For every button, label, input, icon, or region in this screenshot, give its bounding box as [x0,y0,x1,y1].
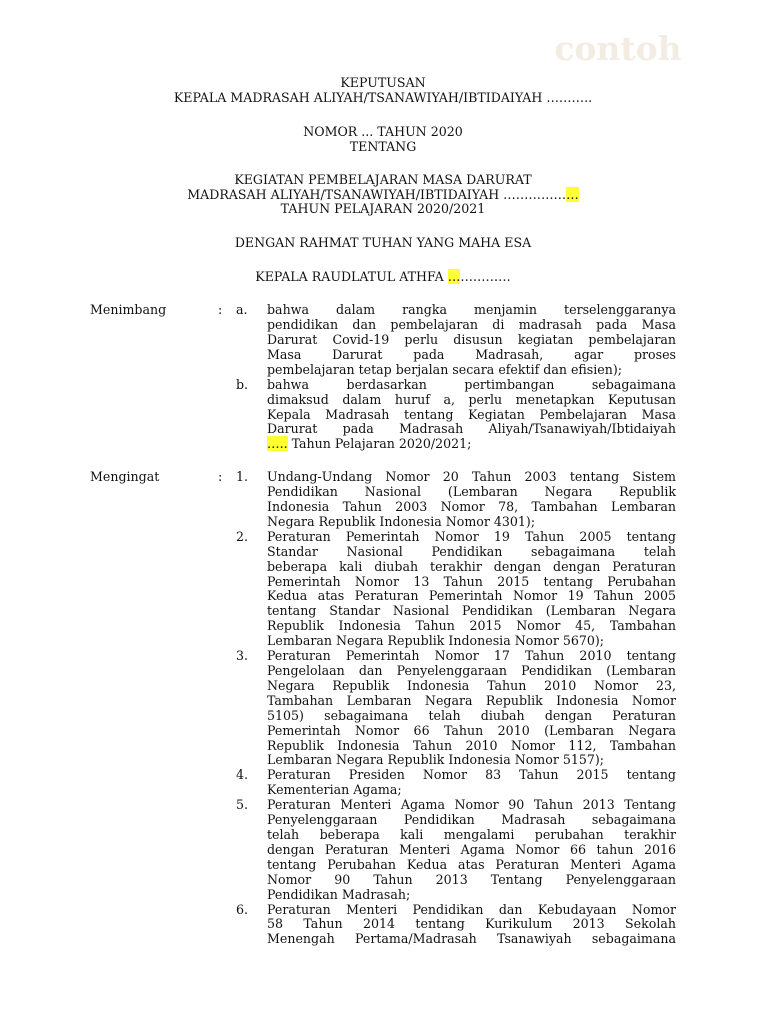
menimbang-item-text [267,303,676,378]
mengingat-item-line: Republik Indonesia Tahun 2015 Nomor 45, Tambahan [267,618,676,634]
menimbang-colon: : [218,302,223,318]
mengingat-item-line: Nomor 90 Tahun 2013 Tentang Penyelenggaraan [267,871,676,887]
menimbang-item-line [267,437,676,452]
topic-line-2-highlight: … [566,186,579,202]
mengingat-item-line: Penyelenggaraan Pendidikan Madrasah sebagaimana [267,812,676,828]
mengingat-item-marker: 1. [236,469,249,485]
mengingat-item-text [267,649,676,768]
menimbang-item-line: pendidikan dan pembelajaran di madrasah pada Masa [267,317,676,333]
mengingat-item [236,530,676,649]
mengingat-label: Mengingat [90,469,160,485]
menimbang-list [236,303,676,452]
mengingat-item-line: Standar Nasional Pendidikan sebagaimana telah [267,543,676,559]
mengingat-item-marker: 6. [236,901,249,917]
mengingat-item-line: Kedua atas Peraturan Pemerintah Nomor 19 Tahun 2005 [267,588,676,604]
menimbang-item-marker: a. [236,302,248,318]
document-page [90,76,676,947]
mengingat-item-line: 5105) sebagaimana telah diubah dengan Peraturan [267,707,676,723]
mengingat-item-line: Pemerintah Nomor 13 Tahun 2015 tentang Perubahan [267,573,676,589]
mengingat-item-line: dengan Peraturan Menteri Agama Nomor 66 tahun 2016 [267,841,676,857]
mengingat-item-line: Kementerian Agama; [267,782,402,798]
menimbang-item-line: Darurat Covid-19 perlu disusun kegiatan pembelajaran [267,331,676,347]
mengingat-item-text [267,768,676,798]
menimbang-item-line: Kepala Madrasah tentang Kegiatan Pembelajaran Masa [267,406,676,422]
mengingat-item-text [267,530,676,649]
mengingat-section [90,470,676,947]
mengingat-item-line: 58 Tahun 2014 tentang Kurikulum 2013 Sekolah [267,916,676,932]
topic-line-2-text: MADRASAH ALIYAH/TSANAWIYAH/IBTIDAIYAH …………… [187,186,567,202]
mengingat-item-marker: 3. [236,648,249,664]
mengingat-item-line: tentang Perubahan Kedua atas Peraturan Menteri Agama [267,856,676,872]
menimbang-item-line: pembelajaran tetap berjalan secara efektif dan efisien); [267,361,623,377]
mengingat-item-line: Pendidikan Nasional (Lembaran Negara Republik [267,484,676,500]
mengingat-item-line: Negara Republik Indonesia Tahun 2010 Nomor 23, [267,677,676,693]
mengingat-item-text [267,798,676,902]
mengingat-item-text [267,903,676,948]
mengingat-item-line: Peraturan Presiden Nomor 83 Tahun 2015 tentang [267,767,676,783]
mengingat-item [236,649,676,768]
mengingat-item-line: beberapa kali diubah terakhir dengan dengan Peraturan [267,558,676,574]
mengingat-item-marker: 5. [236,797,249,813]
menimbang-item [236,303,676,378]
doc-title: KEPUTUSAN [340,75,426,90]
mengingat-item-line: Pengelolaan dan Penyelenggaraan Pendidikan (Lembaran [267,663,676,678]
watermark: contoh [554,29,682,68]
mengingat-item [236,903,676,948]
menimbang-section [90,303,676,452]
mengingat-item-line: Indonesia Tahun 2003 Nomor 78, Tambahan Lembaran [267,499,676,515]
mengingat-item-line: Negara Republik Indonesia Nomor 4301); [267,513,536,529]
menimbang-item [236,378,676,453]
menimbang-item-line: Darurat pada Madrasah Aliyah/Tsanawiyah/Ibtidaiyah [267,421,676,437]
mengingat-item [236,798,676,902]
menimbang-item-line: bahwa berdasarkan pertimbangan sebagaimana [267,376,676,392]
mengingat-item-line: telah beberapa kali mengalami perubahan terakhir [267,826,676,842]
doc-tentang: TENTANG [349,138,417,154]
mengingat-item-line: Menengah Pertama/Madrasah Tsanawiyah sebagaimana [267,931,676,947]
menimbang-label: Menimbang [90,302,167,318]
topic-line-1: KEGIATAN PEMBELAJARAN MASA DARURAT [234,171,532,187]
menimbang-item-tail: Tahun Pelajaran 2020/2021; [287,436,472,452]
mengingat-item-line: Pemerintah Nomor 66 Tahun 2010 (Lembaran Negara [267,722,676,738]
menimbang-item-line: dimaksud dalam huruf a, perlu menetapkan Keputusan [267,391,676,407]
mengingat-item-marker: 2. [236,528,249,544]
menimbang-item-line: bahwa dalam rangka menjamin terselenggaranya [267,302,676,318]
mengingat-item [236,470,676,530]
official-line [90,270,676,285]
mengingat-item-line: Pendidikan Madrasah; [267,886,411,902]
mengingat-item-text [267,470,676,530]
menimbang-item-line: Masa Darurat pada Madrasah, agar proses [267,346,676,362]
official-highlight: … [447,269,461,285]
mengingat-item-line: Undang-Undang Nomor 20 Tahun 2003 tentang Sistem [267,469,676,485]
official-text: KEPALA RAUDLATUL ATHFA [255,269,448,285]
mengingat-item-line: tentang Standar Nasional Pendidikan (Lembaran Negara [267,603,676,619]
doc-number: NOMOR ... TAHUN 2020 [303,123,463,139]
mengingat-item-line: Republik Indonesia Tahun 2010 Nomor 112, Tambahan [267,737,676,753]
mengingat-item-line: Peraturan Pemerintah Nomor 19 Tahun 2005 tentang [267,528,676,544]
menimbang-item-text [267,378,676,453]
mengingat-item-line: Lembaran Negara Republik Indonesia Nomor 5670); [267,633,605,649]
doc-subtitle: KEPALA MADRASAH ALIYAH/TSANAWIYAH/IBTIDAIYAH ……….. [173,89,593,105]
mengingat-item [236,768,676,798]
mengingat-item-line: Lembaran Negara Republik Indonesia Nomor 5157); [267,752,605,768]
mengingat-item-line: Peraturan Menteri Agama Nomor 90 Tahun 2013 Tentang [267,797,676,813]
menimbang-item-highlight: ….. [267,436,288,452]
mengingat-item-line: Peraturan Pemerintah Nomor 17 Tahun 2010 tentang [267,648,676,664]
menimbang-item-marker: b. [236,376,249,392]
blessing-line: DENGAN RAHMAT TUHAN YANG MAHA ESA [234,235,532,251]
mengingat-colon: : [218,469,223,485]
mengingat-item-marker: 4. [236,767,249,783]
topic-line-2 [90,188,676,203]
mengingat-item-line: Tambahan Lembaran Negara Republik Indonesia Nomor [267,692,676,708]
official-tail: ………… [460,269,511,285]
mengingat-item-line: Peraturan Menteri Pendidikan dan Kebudayaan Nomor [267,901,676,917]
topic-line-3: TAHUN PELAJARAN 2020/2021 [280,201,486,217]
mengingat-list [236,470,676,947]
